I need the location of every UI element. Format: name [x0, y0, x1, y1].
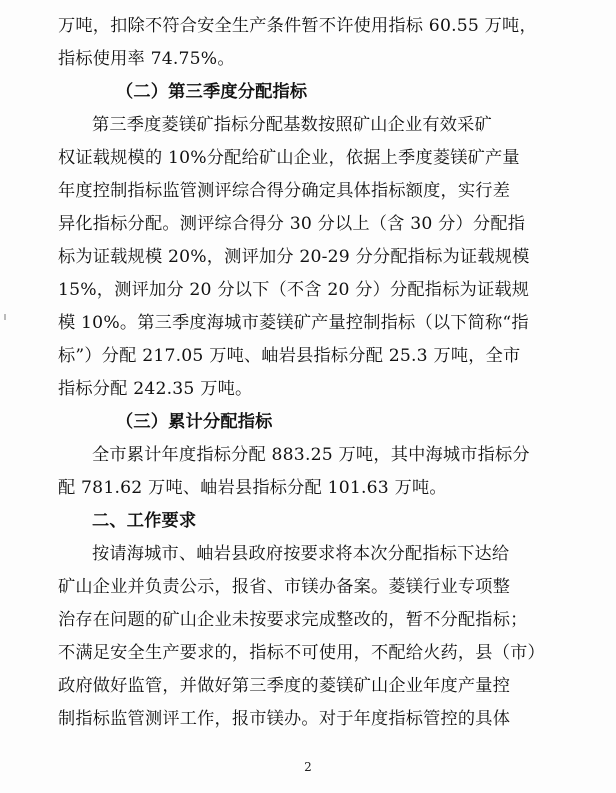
body-line: 标”）分配 217.05 万吨、岫岩县指标分配 25.3 万吨，全市 [58, 346, 521, 366]
scan-edge-mark [4, 314, 6, 320]
body-line: 万吨，扣除不符合安全生产条件暂不许使用指标 60.55 万吨， [58, 16, 537, 36]
section-heading-work-requirements: 二、工作要求 [92, 511, 197, 531]
body-line: 模 10%。第三季度海城市菱镁矿产量控制指标（以下简称“指 [58, 313, 529, 333]
body-line: 标为证载规模 20%，测评加分 20-29 分分配指标为证载规模 [58, 247, 530, 267]
page-number: 2 [304, 760, 312, 774]
subsection-heading-cumulative: （三）累计分配指标 [116, 412, 273, 432]
body-line: 指标使用率 74.75%。 [58, 49, 235, 69]
body-line: 不满足安全生产要求的，指标不可使用，不配给火药，县（市） [58, 643, 545, 663]
body-line: 政府做好监管，并做好第三季度的菱镁矿山企业年度产量控 [58, 676, 511, 696]
body-line: 权证载规模的 10%分配给矿山企业，依据上季度菱镁矿产量 [58, 148, 520, 168]
body-line: 异化指标分配。测评综合得分 30 分以上（含 30 分）分配指 [58, 214, 526, 234]
paragraph-start: 第三季度菱镁矿指标分配基数按照矿山企业有效采矿 [92, 115, 492, 135]
paragraph-start: 全市累计年度指标分配 883.25 万吨，其中海城市指标分 [92, 445, 530, 465]
body-line: 年度控制指标监管测评综合得分确定具体指标额度，实行差 [58, 181, 511, 201]
body-line: 矿山企业并负责公示，报省、市镁办备案。菱镁行业专项整 [58, 577, 511, 597]
document-body [58, 10, 578, 736]
body-line: 指标分配 242.35 万吨。 [58, 379, 253, 399]
body-line: 制指标监管测评工作，报市镁办。对于年度指标管控的具体 [58, 709, 511, 729]
paragraph-start: 按请海城市、岫岩县政府按要求将本次分配指标下达给 [92, 544, 510, 564]
body-line: 治存在问题的矿山企业未按要求完成整改的，暂不分配指标； [58, 610, 528, 630]
body-line: 15%，测评加分 20 分以下（不含 20 分）分配指标为证载规 [58, 280, 530, 300]
body-line: 配 781.62 万吨、岫岩县指标分配 101.63 万吨。 [58, 478, 447, 498]
subsection-heading-q3-allocation: （二）第三季度分配指标 [116, 82, 308, 102]
